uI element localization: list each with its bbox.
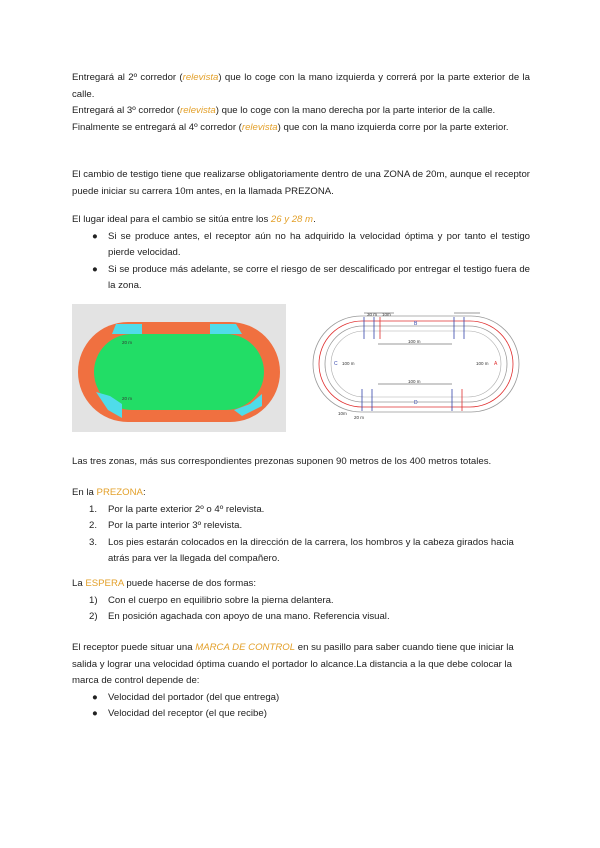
text: Entregará al 3º corredor ( [72,105,181,116]
bullet-icon: ● [92,230,98,242]
list-item-text: Con el cuerpo en equilibrio sobre la pierna delantera. [108,594,334,606]
highlight-relevista: relevista [241,121,278,133]
text: El lugar ideal para el cambio se sitúa entre los [72,214,271,225]
bullet-icon: ● [92,263,98,275]
control-section [72,640,530,723]
list-item-text: Por la parte exterior 2º o 4º relevista. [108,503,265,515]
zone-top-left [112,324,142,334]
list-item [72,706,530,723]
paragraph-total: Las tres zonas, más sus correspondientes prezonas suponen 90 metros de los 400 metros totales. [72,456,492,467]
highlight-control-mark: MARCA DE CONTROL [195,642,296,653]
list-number: 2. [89,520,98,531]
list-item-text: Si se produce antes, el receptor aún no ha adquirido la velocidad óptima y por tanto el testigo pierde velocidad. [108,230,530,258]
highlight-espera: ESPERA [85,578,124,589]
text: ) que con la mano izquierda corre por la parte exterior. [277,121,509,133]
text: ) que lo coge con la mano derecha por la parte interior de la calle. [215,105,496,116]
label-10m: 10m [382,312,391,317]
list-item [72,518,530,535]
text: . [313,214,316,225]
list-item-text: Velocidad del portador (del que entrega) [108,691,280,703]
list-item [72,229,530,262]
numbered-list-prezona [72,502,530,568]
highlight-relevista: relevista [182,72,219,83]
highlight-distance: 26 y 28 m [270,214,314,225]
highlight-prezona: PREZONA [96,487,143,498]
bullet-icon: ● [92,708,98,719]
bullet-list-ideal [72,229,530,295]
paragraph-second-runner [72,70,530,103]
list-item-text: Por la parte interior 3º relevista. [108,520,243,531]
paragraph-fourth-runner [72,120,530,137]
letter-a: A [494,361,498,367]
prezona-section [72,485,530,568]
text: ) que lo coge con la mano izquierda y correrá por la parte exterior de la calle. [72,72,530,100]
letter-c: C [334,361,338,367]
letter-d: D [414,400,418,406]
track-technical-diagram [312,308,522,430]
paragraph-control-mark [72,640,530,690]
paragraph-zone: El cambio de testigo tiene que realizarse obligatoriamente dentro de una ZONA de 20m, aunque el receptor puede iniciar su carrera 10m antes, en la llamada PREZONA. [72,169,530,197]
paragraph-ideal-place [72,212,530,229]
list-item [72,535,530,568]
paragraph-espera [72,576,530,593]
text: : [142,487,146,498]
label-100m-left: 100 m [342,361,355,366]
list-number: 3. [89,536,98,548]
list-item [72,502,530,519]
text: El receptor puede situar una [72,642,196,653]
bullet-icon: ● [92,691,98,703]
ideal-section [72,212,530,295]
list-item-text: Si se produce más adelante, se corre el riesgo de ser descalificado por entregar el testigo fuera de la zona. [108,263,530,291]
list-item-text: Los pies estarán colocados en la dirección de la carrera, los hombros y la cabeza girados hacia atrás para ver la llegada del compañero. [108,536,514,564]
espera-section [72,576,530,626]
list-number: 1) [89,594,98,606]
list-item [72,609,530,626]
list-number: 2) [89,611,98,622]
label-100m-top: 100 m [408,339,421,344]
highlight-relevista: relevista [180,105,216,116]
text: En la [72,487,97,498]
text: puede hacerse de dos formas: [123,578,257,589]
label-20m-top: 20 m [122,340,133,345]
list-item [72,593,530,610]
label-10m-bottom: 10m [338,411,347,416]
label-100m-right: 100 m [476,361,489,366]
label-100m-bottom: 100 m [408,379,421,384]
letter-b: B [414,321,418,327]
bullet-list-control [72,690,530,723]
paragraph-third-runner [72,103,530,120]
field-green [94,334,264,410]
label-20m-bottom: 20 m [354,415,365,420]
zone-paragraph [72,167,530,200]
list-item-text: Velocidad del receptor (el que recibe) [108,708,267,719]
list-item [72,262,530,295]
label-20m-bottom: 20 m [122,396,133,401]
list-item [72,690,530,707]
text: La [72,578,86,589]
total-paragraph [72,454,530,471]
intro-paragraphs [72,70,530,136]
numbered-list-espera [72,593,530,626]
paragraph-prezona [72,485,530,502]
label-30m: 30 m [367,312,378,317]
straight-bottom [140,410,226,420]
list-number: 1. [89,503,98,515]
text: Finalmente se entregará al 4º corredor ( [72,121,242,133]
list-item-text: En posición agachada con apoyo de una mano. Referencia visual. [108,611,390,622]
text: Entregará al 2º corredor ( [72,72,183,83]
straight-top [156,324,206,334]
text: en su pasillo para saber cuando tiene que iniciar la salida y lograr una velocidad óptima cuando el portador lo alcance.La distancia a la que debe colocar la marca de control depende de: [72,642,514,686]
track-colored-diagram [72,304,286,432]
